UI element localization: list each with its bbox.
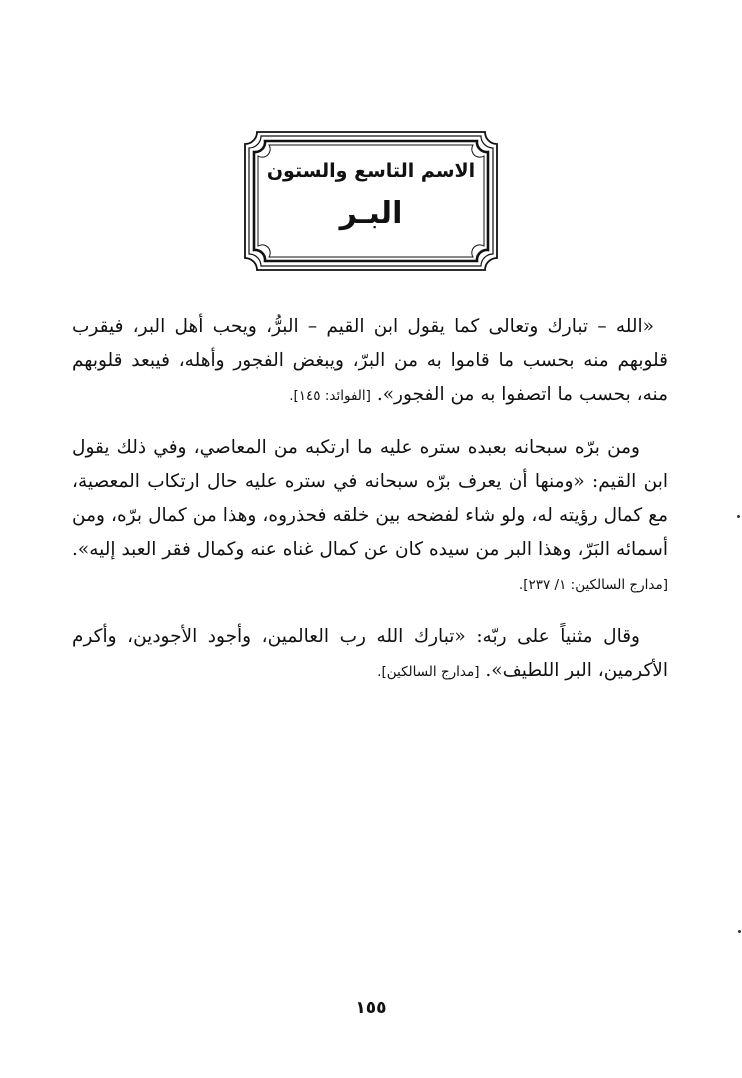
paragraph-3-text: وقال مثنياً على ربّه: «تبارك الله رب العالمين، وأجود الأجودين، وأكرم الأكرمين، البر اللطيف». — [72, 626, 668, 681]
paragraph-2 — [72, 431, 668, 602]
paragraph-1-reference: [الفوائد: ١٤٥]. — [289, 388, 371, 404]
paragraph-2-text: ومن برّه سبحانه بعبده ستره عليه ما ارتكبه من المعاصي، وفي ذلك يقول ابن القيم: «ومنها أن يعرف برّه سبحانه في ستره عليه حال ارتكاب المعصية، مع كمال رؤيته له، ولو شاء لفضحه بين خلقه فحذروه، وهذا من كمال برّه، ومن أسمائه البَرّ، وهذا البر من سيده كان عن كمال غناه عنه وكمال فقر العبد إليه». — [72, 437, 668, 560]
chapter-subtitle: الاسم التاسع والستون — [266, 160, 476, 182]
paragraph-1-text: «الله – تبارك وتعالى كما يقول ابن القيم – البرُّ، ويحب أهل البر، فيقرب قلوبهم منه بحسب ما قاموا به من البرّ، ويبغض الفجور وأهله، فيبعد قلوبهم منه، بحسب ما اتصفوا به من الفجور». — [72, 316, 668, 405]
scan-speck — [738, 930, 741, 933]
paragraph-1 — [72, 310, 668, 413]
paragraph-2-reference: [مدارج السالكين: ١/ ٢٣٧]. — [518, 577, 668, 593]
page-body — [72, 310, 668, 707]
chapter-title: البـر — [339, 196, 403, 231]
paragraph-3 — [72, 620, 668, 689]
page-number: ١٥٥ — [355, 998, 387, 1018]
chapter-title-frame — [243, 130, 499, 272]
paragraph-3-reference: [مدارج السالكين]. — [377, 664, 480, 680]
scan-speck — [737, 515, 740, 518]
